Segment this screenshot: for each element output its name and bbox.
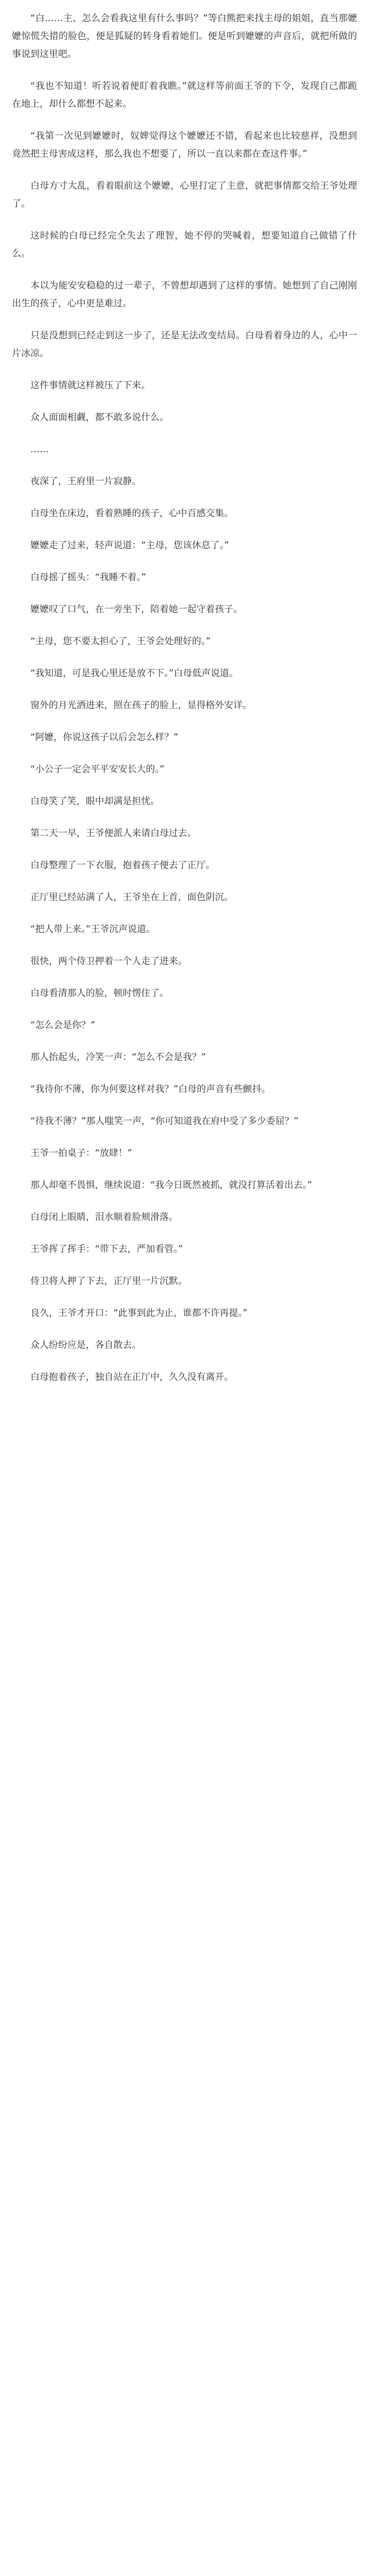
article-paragraph: 窗外的月光洒进来，照在孩子的脸上，显得格外安详。: [30, 700, 252, 711]
article-paragraph: “我也不知道！听若说着便盯着我瞧。”就这样等前面王爷的下令，发现自己都跪在地上，却什么都想不起来。: [12, 81, 357, 110]
article-paragraph: 这件事情就这样被压了下来。: [30, 380, 150, 391]
article-paragraph: “主母，您不要太担心了，王爷会处理好的。”: [30, 636, 211, 647]
article-paragraph: “把人带上来。”王爷沉声说道。: [30, 924, 156, 935]
article-paragraph: 王爷挥了挥手：“带下去，严加看管。”: [30, 1244, 183, 1255]
article-paragraph: 本以为能安安稳稳的过一辈子，不曾想却遇到了这样的事情。她想到了自己刚刚出生的孩子，心中更是难过。: [12, 280, 357, 309]
article-paragraph: 王爷一拍桌子：“放肆！”: [30, 1148, 132, 1159]
article-paragraph: ……: [30, 444, 49, 455]
article-paragraph: 那人抬起头，冷笑一声：“怎么不会是我？”: [30, 1052, 206, 1063]
article-paragraph: 嬷嬷叹了口气，在一旁坐下，陪着她一起守着孩子。: [30, 604, 243, 615]
article-paragraph: 这时候的白母已经完全失去了理智，她不停的哭喊着，想要知道自己做错了什么。: [12, 230, 357, 259]
article-paragraph: 很快，两个侍卫押着一个人走了进来。: [30, 956, 187, 967]
article-paragraph: 白母摇了摇头：“我睡不着。”: [30, 572, 147, 583]
article-paragraph: 那人却毫不畏惧，继续说道：“我今日既然被抓，就没打算活着出去。”: [30, 1180, 313, 1191]
article-paragraph: 白母笑了笑，眼中却满是担忧。: [30, 796, 160, 807]
article-paragraph: “小公子一定会平平安安长大的。”: [30, 764, 165, 775]
article-paragraph: 夜深了，王府里一片寂静。: [30, 476, 141, 487]
article-paragraph: “怎么会是你？”: [30, 1020, 96, 1031]
article-paragraph: “待我不薄？”那人嗤笑一声，“你可知道我在府中受了多少委屈？”: [30, 1116, 299, 1127]
article-paragraph: 白母闭上眼睛，泪水顺着脸颊滑落。: [30, 1212, 178, 1223]
article-paragraph: 白母方寸大乱，看着眼前这个嬷嬷，心里打定了主意，就把事情都交给王爷处理了。: [12, 181, 357, 209]
article-paragraph: 正厅里已经站满了人，王爷坐在上首，面色阴沉。: [30, 892, 233, 903]
article-paragraph: “我待你不薄，你为何要这样对我？”白母的声音有些颤抖。: [30, 1084, 271, 1095]
article-paragraph: 第二天一早，王爷便派人来请白母过去。: [30, 828, 196, 839]
article-paragraph: “白……主、怎么会看我这里有什么事吗？”等白熊把来找主母的姐姐，直当那嬷嬷惊慌失措的脸色，便是狐疑的转身看着她们。便是听到嬷嬷的声音后，就把所做的事说到这里吧。: [12, 13, 357, 60]
article-paragraph: “我知道，可是我心里还是放不下。”白母低声说道。: [30, 668, 239, 679]
article-paragraph: 众人面面相觑，都不敢多说什么。: [30, 412, 169, 423]
article-paragraph: 只是没想到已经走到这一步了，还是无法改变结局。白母看着身边的人，心中一片冰凉。: [12, 330, 357, 359]
article-paragraph: 白母抱着孩子，独自站在正厅中，久久没有离开。: [30, 1372, 233, 1383]
article-paragraph: 白母坐在床边，看着熟睡的孩子，心中百感交集。: [30, 508, 233, 519]
article-paragraph: “我第一次见到嬷嬷时，奴婢觉得这个嬷嬷还不错，看起来也比较慈祥，没想到竟然把主母害成这样，那么我也不想要了，所以一直以来都在查这件事。”: [12, 131, 357, 159]
article-paragraph: 众人纷纷应是，各自散去。: [30, 1340, 141, 1351]
article-paragraph: 侍卫将人押了下去，正厅里一片沉默。: [30, 1276, 187, 1287]
article-paragraph: “阿嬷，你说这孩子以后会怎么样？”: [30, 732, 179, 743]
article-paragraph: 嬷嬷走了过来，轻声说道：“主母，您该休息了。”: [30, 540, 230, 551]
article-paragraph: 白母整理了一下衣服，抱着孩子便去了正厅。: [30, 860, 215, 871]
article-paragraph: 白母看清那人的脸，顿时愣住了。: [30, 988, 169, 999]
article-body: [12, 10, 357, 1386]
article-paragraph: 良久，王爷才开口：“此事到此为止，谁都不许再提。”: [30, 1308, 248, 1319]
